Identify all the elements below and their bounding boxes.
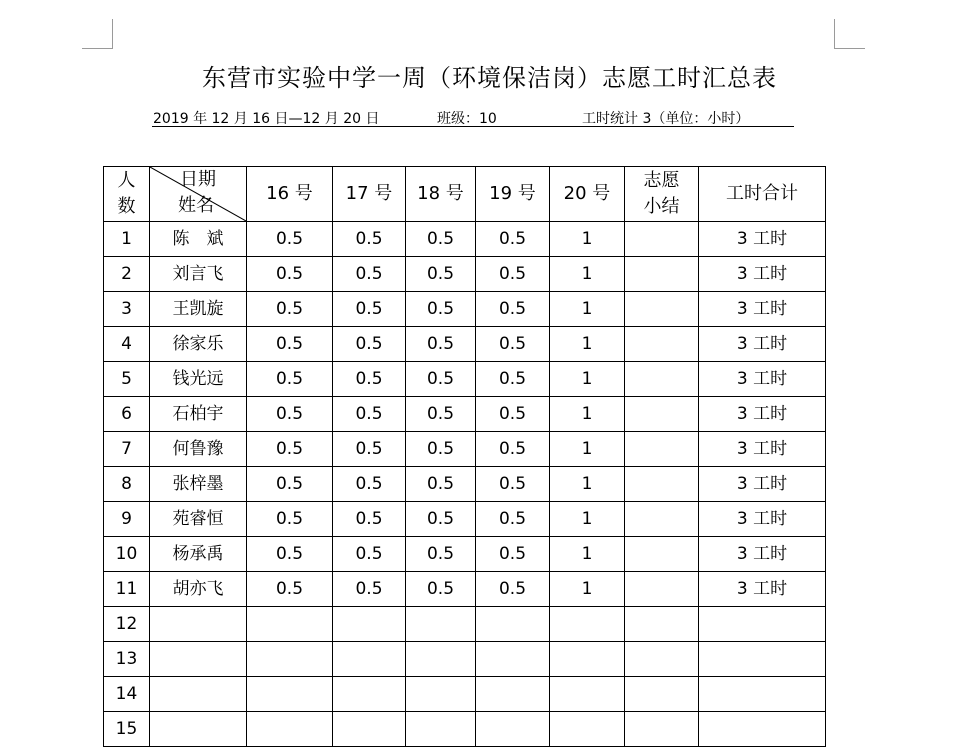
hours-day-18 [406,642,476,677]
hours-day-16: 0.5 [247,222,333,257]
total-hours: 3 工时 [699,467,826,502]
hours-day-20: 1 [550,292,625,327]
hours-day-20: 1 [550,537,625,572]
hours-day-19: 0.5 [476,537,550,572]
row-number: 5 [104,362,150,397]
hours-day-17: 0.5 [333,397,406,432]
header-summary-line1: 志愿 [643,170,680,191]
hours-day-16: 0.5 [247,292,333,327]
student-name: 王凯旋 [150,292,247,327]
student-name: 胡亦飞 [150,572,247,607]
table-row [104,432,826,467]
table-row [104,362,826,397]
student-name [150,677,247,712]
hours-day-18: 0.5 [406,467,476,502]
hours-day-16: 0.5 [247,467,333,502]
total-hours: 3 工时 [699,432,826,467]
hours-day-16: 0.5 [247,432,333,467]
hours-day-16: 0.5 [247,572,333,607]
hours-day-20: 1 [550,572,625,607]
total-hours: 3 工时 [699,362,826,397]
hours-day-18: 0.5 [406,222,476,257]
crop-mark-top-right [834,19,865,49]
total-hours: 3 工时 [699,292,826,327]
hours-day-19: 0.5 [476,327,550,362]
volunteer-hours-table [103,166,826,747]
row-number: 14 [104,677,150,712]
row-number: 4 [104,327,150,362]
hours-day-17: 0.5 [333,362,406,397]
volunteer-summary [625,257,699,292]
student-name: 何鲁豫 [150,432,247,467]
document-subtitle [152,108,794,127]
student-name [150,607,247,642]
student-name: 徐家乐 [150,327,247,362]
volunteer-summary [625,362,699,397]
row-number: 15 [104,712,150,747]
hours-day-20 [550,642,625,677]
volunteer-summary [625,222,699,257]
volunteer-summary [625,677,699,712]
hours-day-20: 1 [550,327,625,362]
header-summary-line2: 小结 [643,196,680,217]
row-number: 11 [104,572,150,607]
row-number: 9 [104,502,150,537]
hours-day-17: 0.5 [333,327,406,362]
row-number: 8 [104,467,150,502]
hours-day-18: 0.5 [406,397,476,432]
hours-day-19: 0.5 [476,432,550,467]
hours-day-19 [476,642,550,677]
hours-day-20 [550,677,625,712]
header-count-line1: 人 [117,170,136,191]
hours-day-18: 0.5 [406,327,476,362]
volunteer-summary [625,642,699,677]
hours-day-17: 0.5 [333,502,406,537]
hours-day-18: 0.5 [406,292,476,327]
total-hours: 3 工时 [699,327,826,362]
hours-day-17: 0.5 [333,292,406,327]
volunteer-summary [625,397,699,432]
hours-day-17 [333,642,406,677]
table-row [104,257,826,292]
hours-day-20 [550,712,625,747]
row-number: 1 [104,222,150,257]
header-corner-cell [150,167,247,222]
student-name: 石柏宇 [150,397,247,432]
hours-day-16 [247,607,333,642]
header-day-20: 20 号 [550,167,625,222]
hours-day-18 [406,712,476,747]
hours-day-19: 0.5 [476,257,550,292]
hours-day-19: 0.5 [476,467,550,502]
table-row [104,222,826,257]
total-hours: 3 工时 [699,572,826,607]
hours-day-19: 0.5 [476,572,550,607]
hours-day-20: 1 [550,257,625,292]
volunteer-summary [625,572,699,607]
total-hours [699,642,826,677]
hours-day-18: 0.5 [406,257,476,292]
student-name [150,642,247,677]
total-hours [699,607,826,642]
hours-day-17: 0.5 [333,537,406,572]
hours-day-18: 0.5 [406,362,476,397]
hours-day-20: 1 [550,362,625,397]
hours-day-17: 0.5 [333,467,406,502]
crop-mark-top-left [82,19,113,49]
hours-day-20 [550,607,625,642]
hours-day-18: 0.5 [406,572,476,607]
hours-day-19: 0.5 [476,362,550,397]
table-row [104,537,826,572]
header-count-line2: 数 [117,196,136,217]
total-hours: 3 工时 [699,257,826,292]
table-row [104,642,826,677]
student-name: 陈 斌 [150,222,247,257]
header-day-17: 17 号 [333,167,406,222]
table-row [104,712,826,747]
hours-day-17 [333,677,406,712]
hours-day-20: 1 [550,502,625,537]
header-total: 工时合计 [699,167,826,222]
table-row [104,397,826,432]
hours-day-16 [247,677,333,712]
hours-day-17 [333,712,406,747]
total-hours: 3 工时 [699,397,826,432]
header-summary [625,167,699,222]
hours-day-19: 0.5 [476,397,550,432]
student-name: 刘言飞 [150,257,247,292]
header-count [104,167,150,222]
subtitle-class: 班级：10 [437,111,497,127]
volunteer-summary [625,467,699,502]
hours-day-19: 0.5 [476,502,550,537]
table-row [104,502,826,537]
student-name: 张梓墨 [150,467,247,502]
table-header-row [104,167,826,222]
hours-day-18: 0.5 [406,502,476,537]
row-number: 12 [104,607,150,642]
hours-day-16: 0.5 [247,537,333,572]
hours-day-18: 0.5 [406,537,476,572]
volunteer-summary [625,502,699,537]
hours-day-19: 0.5 [476,222,550,257]
total-hours: 3 工时 [699,502,826,537]
total-hours: 3 工时 [699,222,826,257]
hours-day-16: 0.5 [247,362,333,397]
volunteer-summary [625,432,699,467]
hours-day-20: 1 [550,222,625,257]
document-title: 东营市实验中学一周（环境保洁岗）志愿工时汇总表 [202,64,777,92]
hours-day-17: 0.5 [333,432,406,467]
table-row [104,327,826,362]
subtitle-date-range: 2019 年 12 月 16 日—12 月 20 日 [153,111,380,127]
row-number: 2 [104,257,150,292]
hours-day-20: 1 [550,397,625,432]
volunteer-summary [625,712,699,747]
hours-day-16: 0.5 [247,502,333,537]
hours-day-19 [476,607,550,642]
row-number: 10 [104,537,150,572]
volunteer-summary [625,327,699,362]
hours-day-19: 0.5 [476,292,550,327]
table-row [104,467,826,502]
total-hours [699,712,826,747]
header-day-19: 19 号 [476,167,550,222]
volunteer-summary [625,607,699,642]
table-row [104,292,826,327]
hours-day-16 [247,712,333,747]
total-hours: 3 工时 [699,537,826,572]
hours-day-16: 0.5 [247,327,333,362]
hours-day-18 [406,677,476,712]
student-name: 苑睿恒 [150,502,247,537]
student-name: 钱光远 [150,362,247,397]
hours-day-18 [406,607,476,642]
hours-day-20: 1 [550,467,625,502]
student-name: 杨承禹 [150,537,247,572]
hours-day-17 [333,607,406,642]
row-number: 6 [104,397,150,432]
volunteer-summary [625,537,699,572]
hours-day-17: 0.5 [333,222,406,257]
hours-day-16 [247,642,333,677]
hours-day-17: 0.5 [333,572,406,607]
header-date-label: 日期 [180,169,216,190]
table-row [104,607,826,642]
hours-day-20: 1 [550,432,625,467]
row-number: 3 [104,292,150,327]
header-name-label: 姓名 [178,195,214,216]
hours-day-17: 0.5 [333,257,406,292]
student-name [150,712,247,747]
hours-day-18: 0.5 [406,432,476,467]
header-day-18: 18 号 [406,167,476,222]
table-row [104,677,826,712]
hours-day-19 [476,677,550,712]
total-hours [699,677,826,712]
hours-day-16: 0.5 [247,397,333,432]
volunteer-summary [625,292,699,327]
hours-day-19 [476,712,550,747]
subtitle-hours-stat: 工时统计 3（单位：小时） [582,111,750,127]
header-day-16: 16 号 [247,167,333,222]
row-number: 7 [104,432,150,467]
table-row [104,572,826,607]
hours-day-16: 0.5 [247,257,333,292]
row-number: 13 [104,642,150,677]
